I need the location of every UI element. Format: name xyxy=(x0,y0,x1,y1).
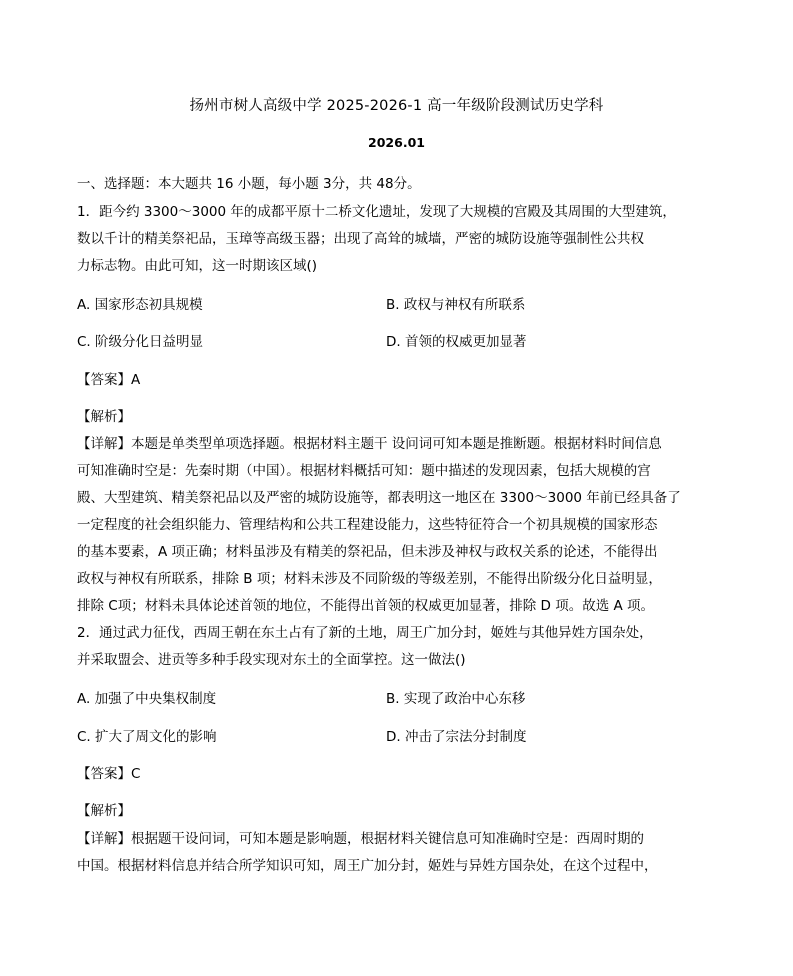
q2-stem-line-2: 并采取盟会、进贡等多种手段实现对东土的全面掌控。这一做法() xyxy=(77,652,466,668)
q1-stem-line-1: 1．距今约 3300～3000 年的成都平原十二桥文化遗址，发现了大规模的宫殿及其周围的大型建筑， xyxy=(77,204,676,220)
q1-answer: 【答案】A xyxy=(77,372,141,388)
q1-option-a: A. 国家形态初具规模 xyxy=(77,297,203,313)
q1-detail-line-7: 排除 C项；材料未具体论述首领的地位，不能得出首领的权威更加显著，排除 D 项。故选 A 项。 xyxy=(77,598,655,614)
q2-option-c: C. 扩大了周文化的影响 xyxy=(77,729,217,745)
q2-option-d: D. 冲击了宗法分封制度 xyxy=(386,729,527,745)
q2-option-a: A. 加强了中央集权制度 xyxy=(77,691,217,707)
document-title: 扬州市树人高级中学 2025-2026-1 高一年级阶段测试历史学科 xyxy=(189,98,604,114)
q1-option-b: B. 政权与神权有所联系 xyxy=(386,297,526,313)
q1-stem-line-2: 数以千计的精美祭祀品，玉璋等高级玉器；出现了高耸的城墙，严密的城防设施等强制性公共权 xyxy=(77,231,644,247)
q2-detail-line-2: 中国。根据材料信息并结合所学知识可知，周王广加分封，姬姓与异姓方国杂处，在这个过程中， xyxy=(77,858,658,874)
q1-analysis-label: 【解析】 xyxy=(77,409,131,425)
q1-detail-line-4: 一定程度的社会组织能力、管理结构和公共工程建设能力，这些特征符合一个初具规模的国家形态 xyxy=(77,517,658,533)
document-date: 2026.01 xyxy=(368,135,425,150)
q1-detail-line-6: 政权与神权有所联系，排除 B 项；材料未涉及不同阶级的等级差别，不能得出阶级分化日益明显， xyxy=(77,571,662,587)
q1-detail-line-2: 可知准确时空是：先秦时期（中国）。根据材料概括可知：题中描述的发现因素，包括大规模的宫 xyxy=(77,463,651,479)
q1-stem-line-3: 力标志物。由此可知，这一时期该区域() xyxy=(77,258,318,274)
section-heading: 一、选择题：本大题共 16 小题，每小题 3分，共 48分。 xyxy=(77,176,421,192)
q2-detail-line-1: 【详解】根据题干设问词，可知本题是影响题，根据材料关键信息可知准确时空是：西周时期的 xyxy=(77,831,644,847)
q1-option-c: C. 阶级分化日益明显 xyxy=(77,334,204,350)
q1-detail-line-3: 殿、大型建筑、精美祭祀品以及严密的城防设施等，都表明这一地区在 3300～3000 年前已经具备了 xyxy=(77,490,681,506)
q1-option-d: D. 首领的权威更加显著 xyxy=(386,334,527,350)
q2-stem-line-1: 2．通过武力征伐，西周王朝在东土占有了新的土地，周王广加分封，姬姓与其他异姓方国杂处， xyxy=(77,625,653,641)
q1-detail-line-5: 的基本要素，A 项正确；材料虽涉及有精美的祭祀品，但未涉及神权与政权关系的论述，不能得出 xyxy=(77,544,658,560)
q2-option-b: B. 实现了政治中心东移 xyxy=(386,691,526,707)
q2-answer: 【答案】C xyxy=(77,766,141,782)
q2-analysis-label: 【解析】 xyxy=(77,803,131,819)
q1-detail-line-1: 【详解】本题是单类型单项选择题。根据材料主题干 设问词可知本题是推断题。根据材料时间信息 xyxy=(77,436,662,452)
